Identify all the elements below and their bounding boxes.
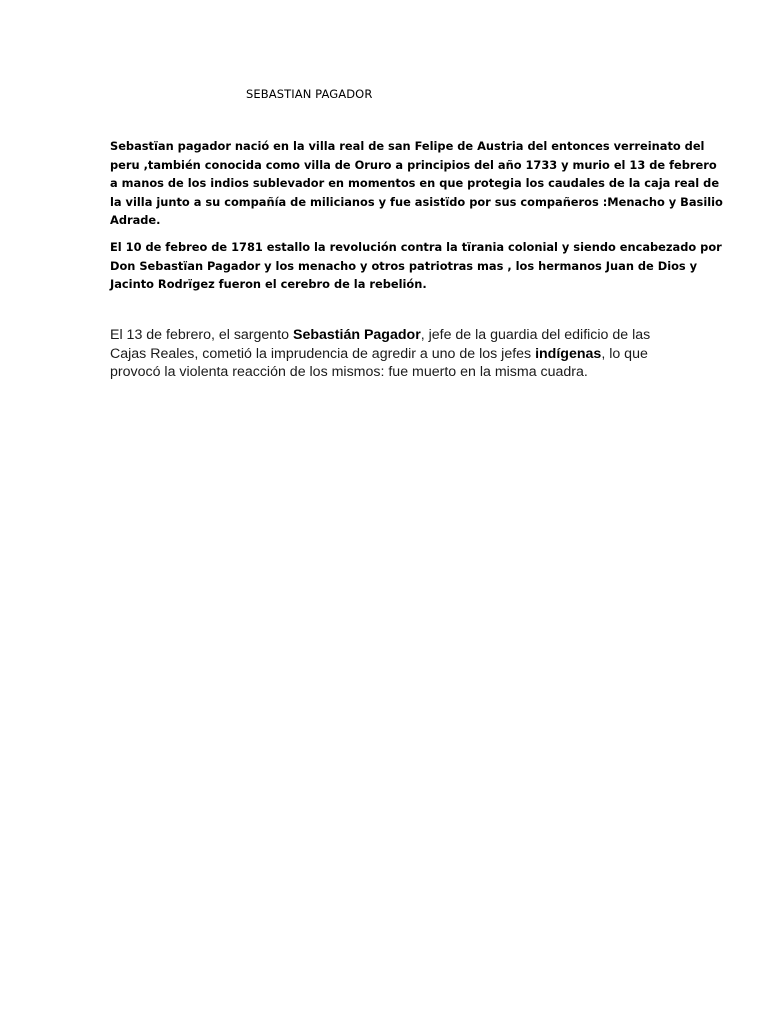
paragraph-1-line: a manos de los indios sublevador en momentos en que protegia los caudales de la caja real de — [110, 176, 720, 190]
paragraph-1 — [110, 137, 723, 230]
paragraph-1-line: peru ,también conocida como villa de Oruro a principios del año 1733 y murio el 13 de febrero — [110, 157, 717, 172]
paragraph-3-text: El 13 de febrero, el sargento — [110, 327, 293, 343]
paragraph-3-line: provocó la violenta reacción de los mismos: fue muerto en la misma cuadra. — [110, 364, 588, 380]
paragraph-3-bold-name: Sebastián Pagador — [292, 327, 421, 343]
paragraph-3-text: , lo que — [601, 345, 648, 362]
paragraph-2-line: Jacinto Rodrïgez fueron el cerebro de la rebelión. — [110, 277, 427, 291]
paragraph-3-line — [110, 326, 670, 345]
paragraph-1-line: Sebastïan pagador nació en la villa real de san Felipe de Austria del entonces verreinato del — [110, 139, 705, 153]
paragraph-2-line: El 10 de febreo de 1781 estallo la revolución contra la tïrania colonial y siendo encabezado por — [110, 240, 722, 254]
paragraph-2-line: Don Sebastïan Pagador y los menacho y otros patriotras mas , los hermanos Juan de Dios y — [110, 258, 698, 273]
paragraph-3-text: , jefe de la guardia del edificio de las — [420, 327, 651, 343]
paragraph-2 — [110, 238, 722, 294]
paragraph-1-line: la villa junto a su compañía de milicianos y fue asistïdo por sus compañeros :Menacho y Basilio — [110, 194, 723, 209]
paragraph-3 — [110, 326, 670, 382]
paragraph-1-line: Adrade. — [110, 213, 161, 227]
paragraph-3-text: Cajas Reales, cometió la imprudencia de agredir a uno de los jefes — [110, 345, 536, 362]
document-title: SEBASTIAN PAGADOR — [246, 87, 373, 101]
paragraph-3-bold-term: indígenas — [535, 345, 602, 362]
paragraph-3-line — [110, 345, 670, 364]
